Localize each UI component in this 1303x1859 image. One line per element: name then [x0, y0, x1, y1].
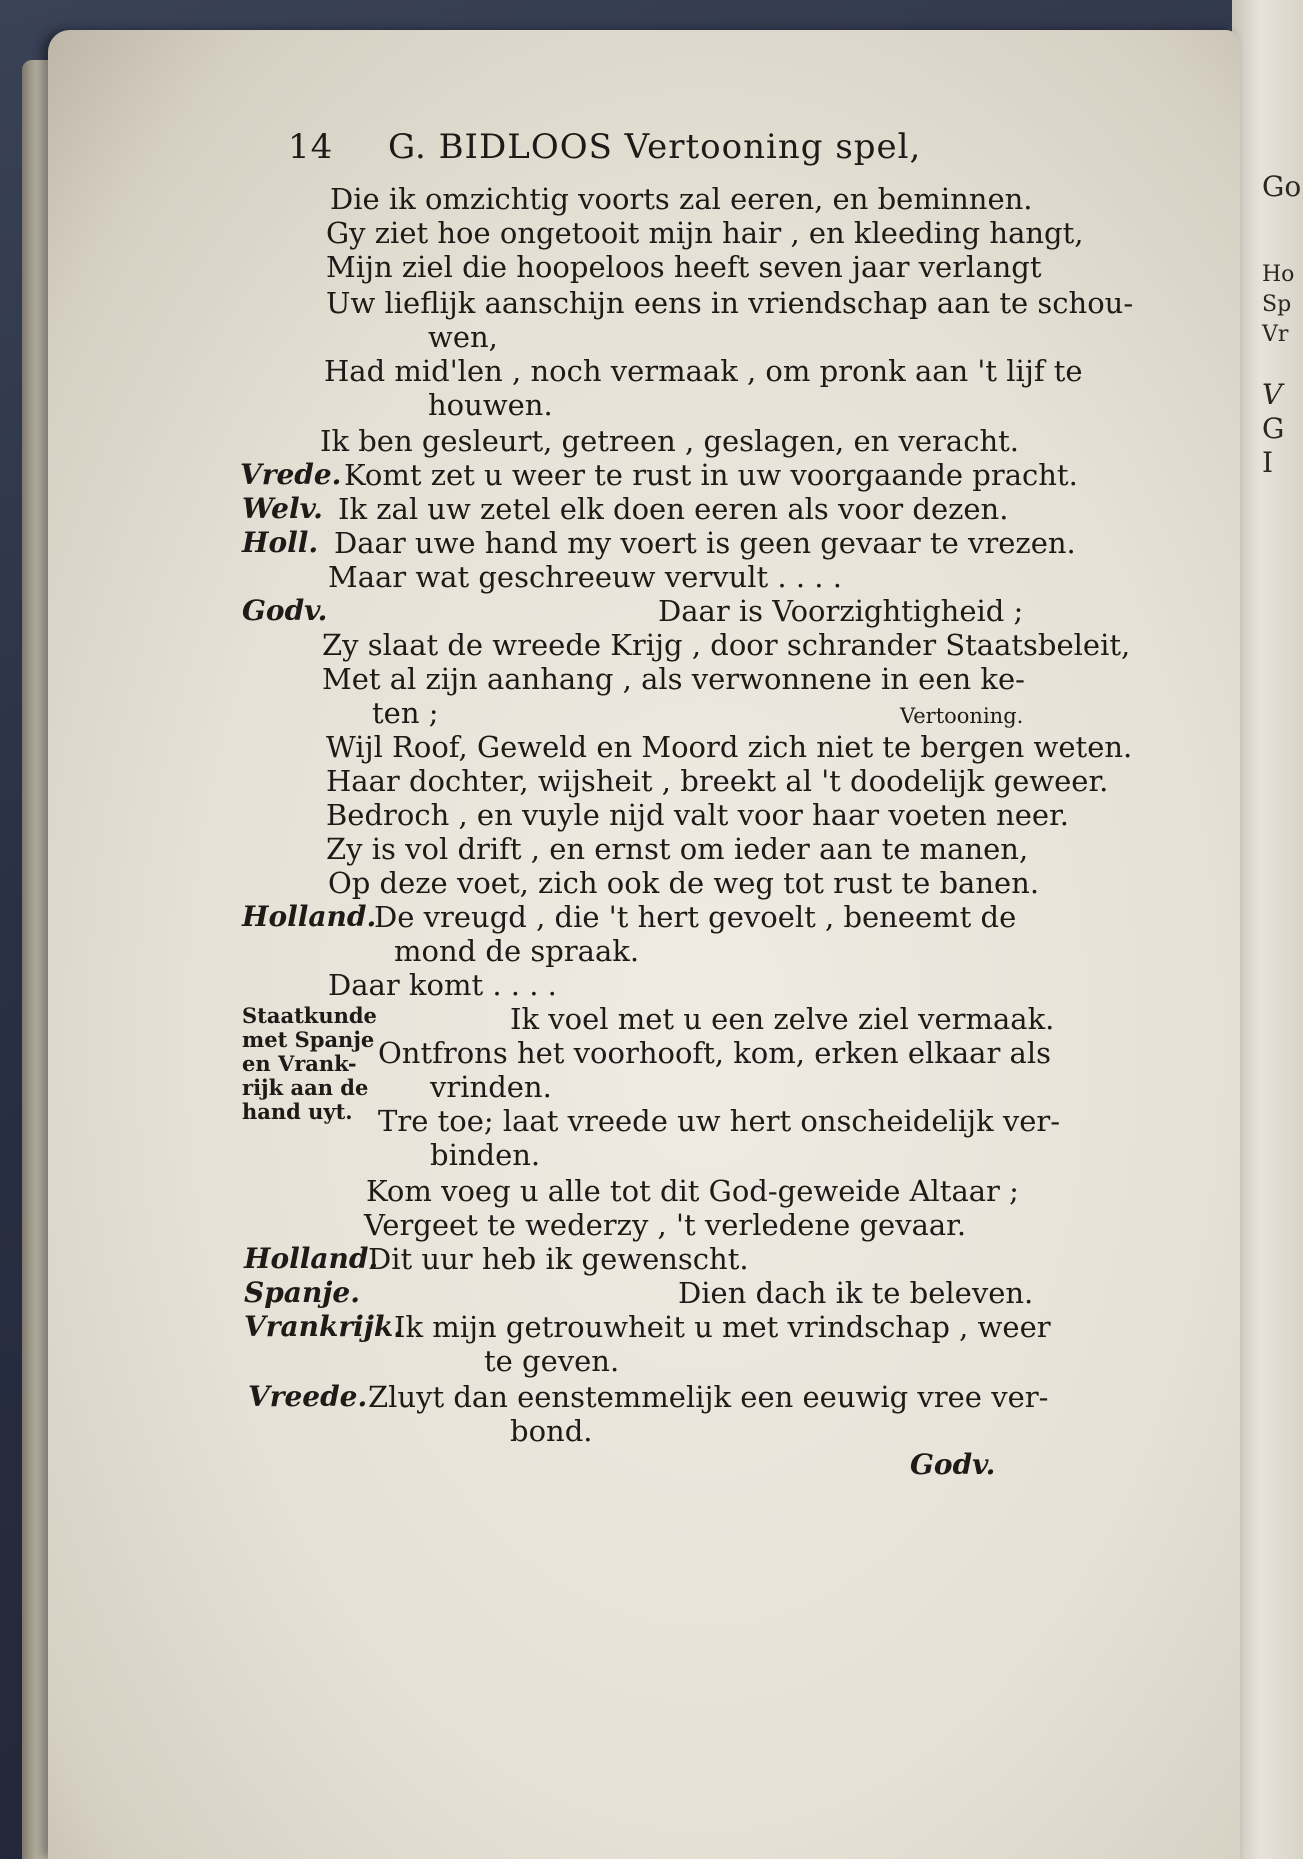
facing-page-fragment: V	[1262, 378, 1283, 411]
facing-page-fragment: G	[1262, 412, 1285, 445]
speaker-vreede: Vreede.	[248, 1380, 368, 1413]
speaker-holland: Holland.	[244, 1242, 379, 1275]
verse-line: houwen.	[428, 388, 553, 422]
verse-line: Met al zijn aanhang , als verwonnene in een ke-	[322, 662, 1025, 696]
verse-line: Zy slaat de wreede Krijg , door schrander Staatsbeleit,	[322, 628, 1131, 662]
verse-line: Dien dach ik te beleven.	[678, 1276, 1034, 1310]
stage-direction-line: rijk aan de	[242, 1075, 369, 1100]
facing-page-edge	[1232, 0, 1303, 1859]
speaker-holl: Holl.	[242, 526, 319, 559]
speaker-holland: Holland.	[242, 900, 377, 933]
verse-line: Daar uwe hand my voert is geen gevaar te vrezen.	[334, 526, 1076, 560]
verse-line: bond.	[510, 1414, 593, 1448]
verse-line: wen,	[428, 320, 498, 354]
catchword: Godv.	[910, 1448, 996, 1481]
verse-line: Maar wat geschreeuw vervult . . . .	[328, 560, 842, 594]
side-note-vertooning: Vertooning.	[900, 704, 1024, 728]
verse-line: Ik zal uw zetel elk doen eeren als voor dezen.	[338, 492, 1009, 526]
verse-line: Ik ben gesleurt, getreen , geslagen, en veracht.	[320, 424, 1020, 458]
facing-page-fragment: Go	[1262, 170, 1302, 203]
verse-line: Bedroch , en vuyle nijd valt voor haar voeten neer.	[326, 798, 1069, 832]
verse-line: mond de spraak.	[394, 934, 640, 968]
verse-line: te geven.	[484, 1344, 620, 1378]
book-page	[48, 30, 1240, 1859]
speaker-vrankrijk: Vrankrijk.	[244, 1310, 404, 1343]
speaker-godv: Godv.	[242, 594, 328, 627]
page-number: 14	[288, 127, 334, 167]
verse-line: Ontfrons het voorhooft, kom, erken elkaar als	[378, 1036, 1051, 1070]
verse-line: Die ik omzichtig voorts zal eeren, en beminnen.	[330, 182, 1033, 216]
facing-page-fragment: I	[1262, 446, 1274, 479]
verse-line: Tre toe; laat vreede uw hert onscheidelijk ver-	[378, 1104, 1061, 1138]
stage-direction-line: en Vrank-	[242, 1051, 357, 1076]
running-title: G. BIDLOOS Vertooning spel,	[388, 127, 922, 167]
verse-line: Ik voel met u een zelve ziel vermaak.	[510, 1002, 1055, 1036]
speaker-vrede: Vrede.	[240, 458, 342, 491]
verse-line: Vergeet te wederzy , 't verledene gevaar.	[364, 1208, 967, 1242]
verse-line: Had mid'len , noch vermaak , om pronk aan 't lijf te	[324, 354, 1083, 388]
verse-line: Op deze voet, zich ook de weg tot rust te banen.	[328, 866, 1040, 900]
facing-page-fragment: Sp	[1262, 292, 1292, 317]
stage-direction-line: hand uyt.	[242, 1099, 353, 1124]
facing-page-fragment: Ho	[1262, 262, 1295, 287]
verse-line: Mijn ziel die hoopeloos heeft seven jaar verlangt	[326, 250, 1042, 284]
verse-line: Haar dochter, wijsheit , breekt al 't doodelijk geweer.	[326, 764, 1109, 798]
verse-line: De vreugd , die 't hert gevoelt , beneemt de	[374, 900, 1017, 934]
verse-line: Dit uur heb ik gewenscht.	[368, 1242, 749, 1276]
verse-line: Wijl Roof, Geweld en Moord zich niet te bergen weten.	[326, 730, 1133, 764]
page-edge-shadow	[22, 60, 50, 1859]
verse-line: Kom voeg u alle tot dit God-geweide Altaar ;	[366, 1174, 1019, 1208]
verse-line: vrinden.	[430, 1070, 552, 1104]
verse-line: binden.	[430, 1138, 541, 1172]
verse-line: Zluyt dan eenstemmelijk een eeuwig vree ver-	[368, 1380, 1049, 1414]
stage-direction-line: met Spanje	[242, 1027, 375, 1052]
speaker-spanje: Spanje.	[244, 1276, 360, 1309]
verse-line: ten ;	[372, 696, 439, 730]
verse-line: Daar is Voorzightigheid ;	[658, 594, 1024, 628]
verse-line: Uw lieflijk aanschijn eens in vriendschap aan te schou-	[326, 286, 1134, 320]
verse-line: Daar komt . . . .	[328, 968, 557, 1002]
verse-line: Gy ziet hoe ongetooit mijn hair , en kleeding hangt,	[326, 216, 1084, 250]
speaker-welv: Welv.	[242, 492, 323, 525]
facing-page-fragment: Vr	[1262, 322, 1289, 347]
verse-line: Zy is vol drift , en ernst om ieder aan te manen,	[326, 832, 1029, 866]
verse-line: Ik mijn getrouwheit u met vrindschap , weer	[394, 1310, 1051, 1344]
stage-direction-line: Staatkunde	[242, 1003, 377, 1028]
verse-line: Komt zet u weer te rust in uw voorgaande pracht.	[344, 458, 1078, 492]
